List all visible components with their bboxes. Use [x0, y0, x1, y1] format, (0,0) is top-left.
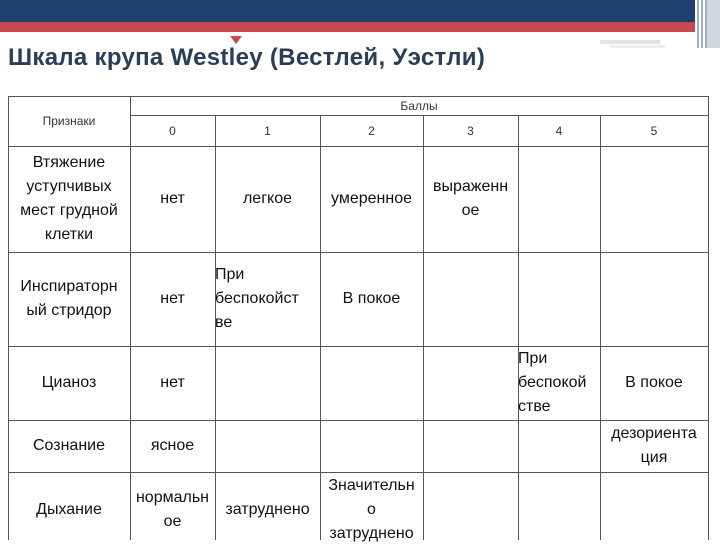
- slide-marker-triangle: [230, 36, 242, 44]
- score-0-header: 0: [169, 123, 176, 138]
- row-breathing-score-0: нормальн ое: [135, 489, 210, 530]
- slide-title: Шкала крупа Westley (Вестлей, Уэстли): [8, 44, 486, 71]
- feature-column-header: Признаки: [42, 114, 96, 128]
- row-retraction-score-2: умеренное: [331, 190, 412, 207]
- score-3-header: 3: [467, 123, 474, 138]
- score-5-header: 5: [650, 123, 658, 138]
- row-retraction-score-0: нет: [160, 190, 185, 207]
- row-cyanosis-feature: Цианоз: [41, 374, 97, 391]
- row-cyanosis-score-5: В покое: [625, 374, 683, 391]
- row-retraction-score-3: выраженн ое: [432, 178, 509, 219]
- slide-top-bar: [0, 0, 695, 22]
- row-consciousness-feature: Сознание: [32, 437, 105, 454]
- row-breathing-feature: Дыхание: [36, 501, 102, 518]
- score-4-header: 4: [555, 123, 563, 138]
- score-2-header: 2: [368, 123, 375, 138]
- slide-accent-bar: [0, 22, 695, 32]
- score-1-header: 1: [264, 123, 271, 138]
- score-column-header: Баллы: [400, 98, 438, 113]
- row-stridor-score-1: При беспокойст ве: [215, 266, 299, 331]
- row-consciousness-score-5: дезориента ция: [611, 425, 697, 466]
- row-retraction-score-1: легкое: [242, 190, 293, 207]
- row-cyanosis-score-0: нет: [160, 374, 185, 391]
- row-cyanosis-score-4: При беспокой стве: [518, 350, 587, 415]
- row-breathing-score-2: Значительн о затруднено: [328, 477, 415, 542]
- row-consciousness-score-0: ясное: [150, 437, 195, 454]
- row-stridor-feature: Инспираторн ый стридор: [20, 278, 118, 319]
- row-retraction-feature: Втяжение уступчивых мест грудной клетки: [20, 154, 118, 243]
- row-breathing-score-1: затруднено: [225, 501, 310, 518]
- row-stridor-score-0: нет: [160, 290, 185, 307]
- row-stridor-score-2: В покое: [342, 290, 401, 307]
